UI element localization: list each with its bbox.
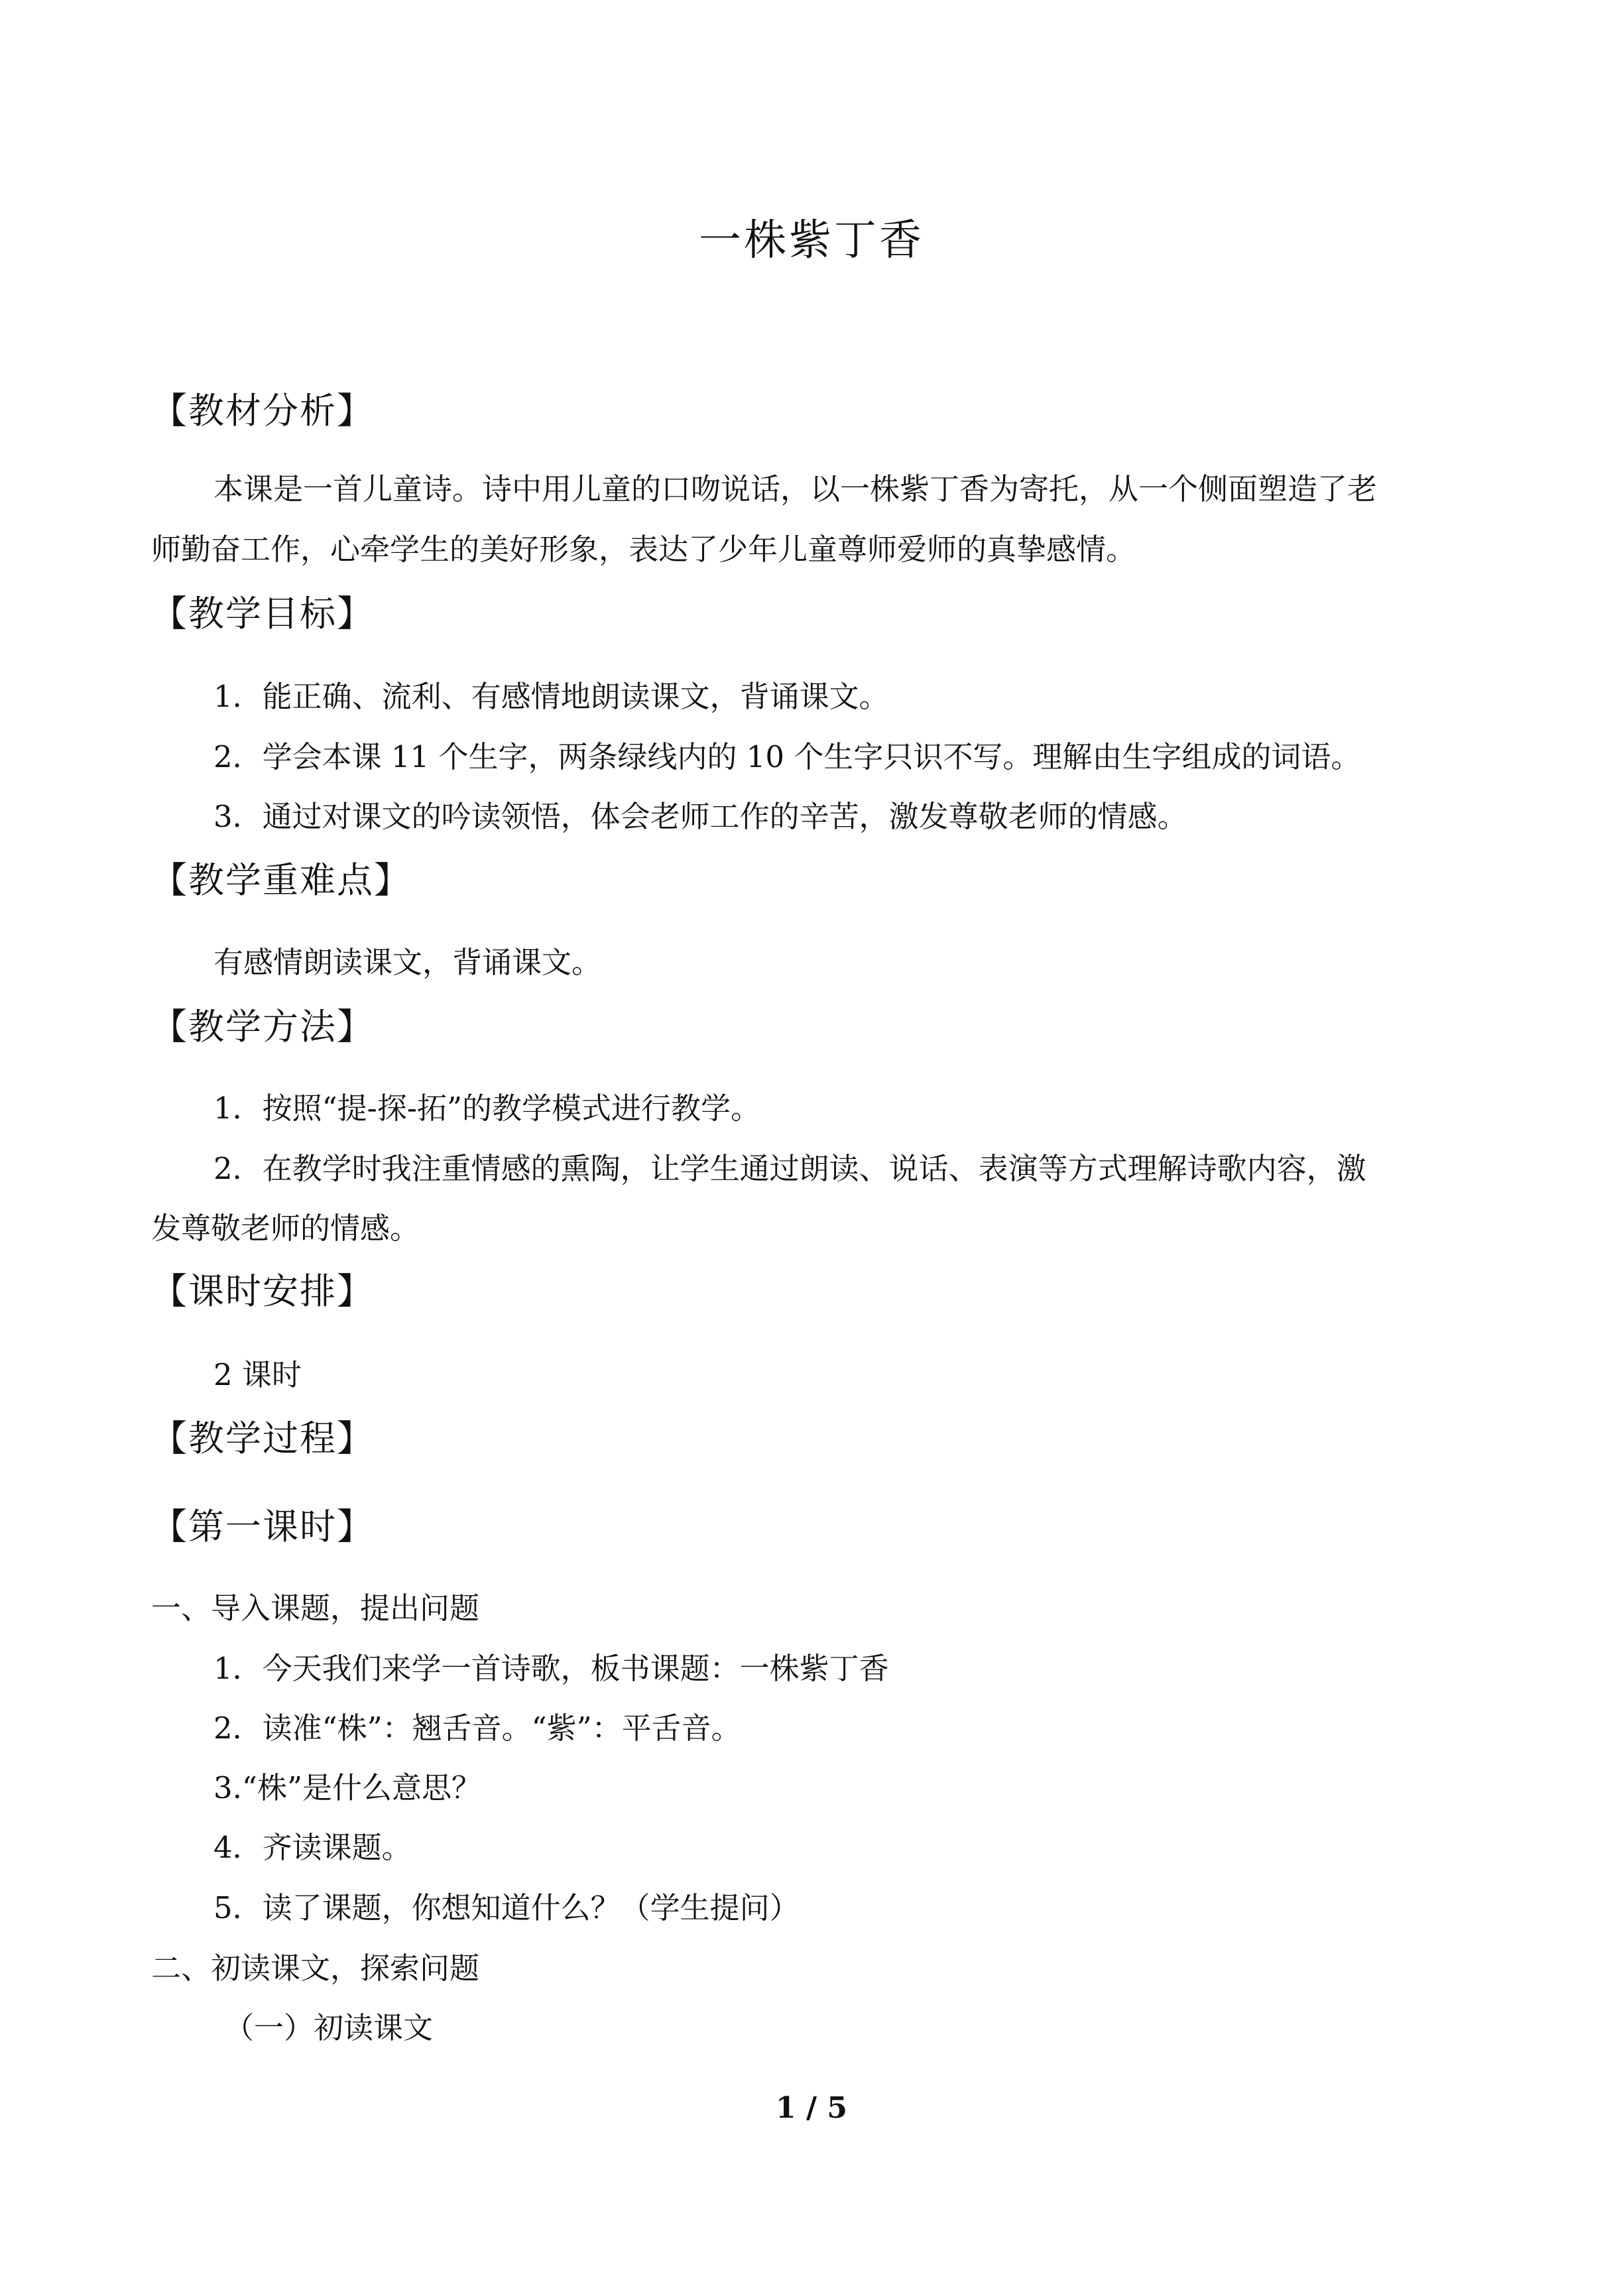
part-1-title: 一、导入课题，提出问题 (151, 1591, 480, 1626)
part-2-title: 二、初读课文，探索问题 (151, 1951, 480, 1986)
method-item-1: 1．按照“提-探-拓”的教学模式进行教学。 (213, 1091, 761, 1126)
part-1-item-5: 5．读了课题，你想知道什么？（学生提问） (213, 1890, 800, 1925)
heading-analysis: 【教材分析】 (151, 390, 374, 432)
schedule-text: 2 课时 (213, 1357, 302, 1392)
goal-item-1: 1．能正确、流利、有感情地朗读课文，背诵课文。 (213, 679, 889, 714)
page-number: 1 / 5 (776, 2091, 847, 2125)
part-2-subsection: （一）初读课文 (224, 2010, 434, 2045)
heading-lesson-1: 【第一课时】 (151, 1506, 374, 1547)
heading-schedule: 【课时安排】 (151, 1270, 374, 1312)
heading-goals: 【教学目标】 (151, 593, 374, 634)
part-1-item-4: 4．齐读课题。 (213, 1830, 412, 1865)
part-1-item-2: 2．读准“株”：翘舌音。“紫”：平舌音。 (213, 1711, 741, 1746)
method-item-2-line-2: 发尊敬老师的情感。 (151, 1211, 420, 1246)
part-1-item-1: 1．今天我们来学一首诗歌，板书课题：一株紫丁香 (213, 1651, 889, 1686)
key-points-text: 有感情朗读课文，背诵课文。 (213, 945, 602, 980)
analysis-paragraph-line-2: 师勤奋工作，心牵学生的美好形象，表达了少年儿童尊师爱师的真挚感情。 (151, 532, 1136, 567)
heading-methods: 【教学方法】 (151, 1006, 374, 1048)
heading-key-points: 【教学重难点】 (151, 859, 411, 901)
part-1-item-3: 3.“株”是什么意思？ (213, 1770, 481, 1805)
method-item-2-line-1: 2．在教学时我注重情感的熏陶，让学生通过朗读、说话、表演等方式理解诗歌内容，激 (213, 1151, 1366, 1186)
goal-item-2: 2．学会本课 11 个生字，两条绿线内的 10 个生字只识不写。理解由生字组成的词语。 (213, 739, 1361, 774)
heading-process: 【教学过程】 (151, 1418, 374, 1459)
analysis-paragraph-line-1: 本课是一首儿童诗。诗中用儿童的口吻说话，以一株紫丁香为寄托，从一个侧面塑造了老 (213, 471, 1378, 507)
goal-item-3: 3．通过对课文的吟读领悟，体会老师工作的辛苦，激发尊敬老师的情感。 (213, 799, 1187, 834)
document-title: 一株紫丁香 (699, 216, 924, 265)
